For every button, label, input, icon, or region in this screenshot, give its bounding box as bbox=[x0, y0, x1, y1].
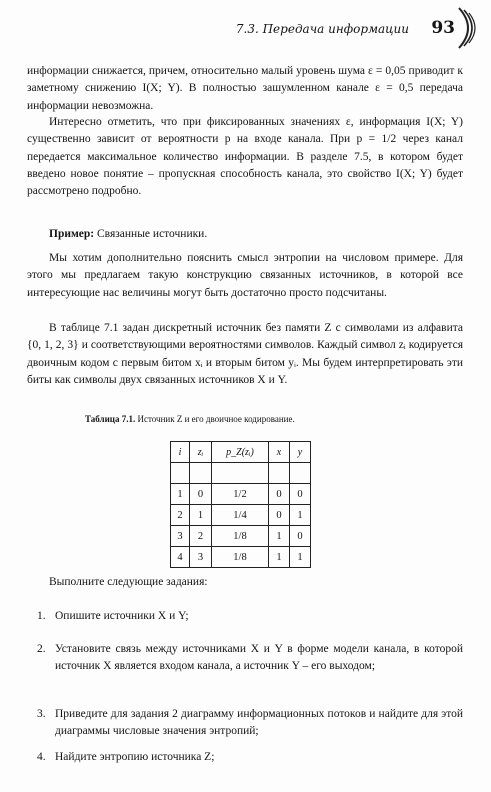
task-item bbox=[27, 641, 463, 676]
table-cell: 3 bbox=[171, 526, 190, 547]
table-cell: 0 bbox=[269, 484, 290, 505]
source-table bbox=[170, 441, 311, 568]
table-cell: 1 bbox=[290, 505, 311, 526]
table-cell: 0 bbox=[290, 484, 311, 505]
table-cell: 1 bbox=[269, 547, 290, 568]
table-cell: 1/2 bbox=[212, 484, 269, 505]
table-spacer-row bbox=[171, 463, 311, 484]
task-text: Приведите для задания 2 диаграмму информационных потоков и найдите для этой диаграммы числовые значения энтропий; bbox=[55, 708, 463, 738]
paragraph-example-intro: Мы хотим дополнительно пояснить смысл энтропии на числовом примере. Для этого мы предлагаем такую конструкцию связанных источников, в которой все интересующие нас величины могут быть достаточно просто подсчитаны. bbox=[27, 252, 463, 299]
table-row bbox=[171, 526, 311, 547]
task-number: 4. bbox=[37, 751, 46, 763]
task-item bbox=[27, 749, 463, 766]
header-cell-x: x bbox=[269, 442, 290, 463]
table-cell: 3 bbox=[190, 547, 212, 568]
page-header bbox=[0, 0, 491, 50]
task-text: Установите связь между источниками X и Y в форме модели канала, в которой источник X является входом канала, а источник Y – его выходом; bbox=[55, 643, 463, 673]
example-title: Связанные источники. bbox=[97, 228, 208, 240]
table-cell: 2 bbox=[190, 526, 212, 547]
paragraph-noise-effect: информации снижается, причем, относительно малый уровень шума ε = 0,05 приводит к заметному снижению I(X; Y). В полностью зашумленном канале ε = 0,5 передача информации невозможна. bbox=[27, 65, 463, 112]
table-cell: 4 bbox=[171, 547, 190, 568]
table-cell: 1 bbox=[190, 505, 212, 526]
table-cell: 1 bbox=[290, 547, 311, 568]
paragraph-information-dependence: Интересно отметить, что при фиксированных значениях ε, информация I(X; Y) существенно зависит от вероятности p на входе канала. При p = 1/2 через канал передается максимальное количество информации. В разделе 7.5, в котором будет введено новое понятие – пропускная способность канала, это свойство I(X; Y) будет рассмотрено подробно. bbox=[27, 116, 463, 198]
header-cell-i: i bbox=[171, 442, 190, 463]
table-cell: 0 bbox=[269, 505, 290, 526]
example-heading bbox=[27, 226, 463, 243]
header-cell-p: p_Z(zᵢ) bbox=[212, 442, 269, 463]
table-cell: 1 bbox=[171, 484, 190, 505]
table-cell: 1/4 bbox=[212, 505, 269, 526]
page-corner-ornament-icon bbox=[455, 6, 481, 50]
table-row bbox=[171, 505, 311, 526]
task-number: 3. bbox=[37, 708, 46, 720]
paragraph-table-description: В таблице 7.1 задан дискретный источник без памяти Z с символами из алфавита {0, 1, 2, 3} и соответствующими вероятностями символов. Каждый символ zᵢ кодируется двоичным кодом с первым битом xᵢ и вторым битом yᵢ. Мы будем интерпретировать эти биты как символы двух связанных источников X и Y. bbox=[27, 322, 463, 386]
section-title: 7.3. Передача информации bbox=[235, 22, 409, 36]
task-item bbox=[27, 608, 463, 625]
example-label: Пример: bbox=[49, 228, 95, 240]
table-row bbox=[171, 484, 311, 505]
tasks-intro: Выполните следующие задания: bbox=[49, 576, 208, 588]
table-cell: 0 bbox=[190, 484, 212, 505]
page-number: 93 bbox=[431, 18, 455, 38]
task-text: Найдите энтропию источника Z; bbox=[55, 751, 215, 763]
table-cell: 1/8 bbox=[212, 547, 269, 568]
table-caption-text: Источник Z и его двоичное кодирование. bbox=[137, 414, 295, 424]
table-row bbox=[171, 547, 311, 568]
table-cell: 2 bbox=[171, 505, 190, 526]
header-cell-y: y bbox=[290, 442, 311, 463]
table-caption-label: Таблица 7.1. bbox=[85, 414, 136, 424]
task-text: Опишите источники X и Y; bbox=[55, 610, 189, 622]
table-header-row bbox=[171, 442, 311, 463]
table-cell: 1/8 bbox=[212, 526, 269, 547]
header-cell-z: zᵢ bbox=[190, 442, 212, 463]
task-item bbox=[27, 706, 463, 741]
table-cell: 0 bbox=[290, 526, 311, 547]
table-caption bbox=[85, 414, 425, 424]
task-number: 2. bbox=[37, 643, 46, 655]
table-cell: 1 bbox=[269, 526, 290, 547]
task-number: 1. bbox=[37, 610, 46, 622]
